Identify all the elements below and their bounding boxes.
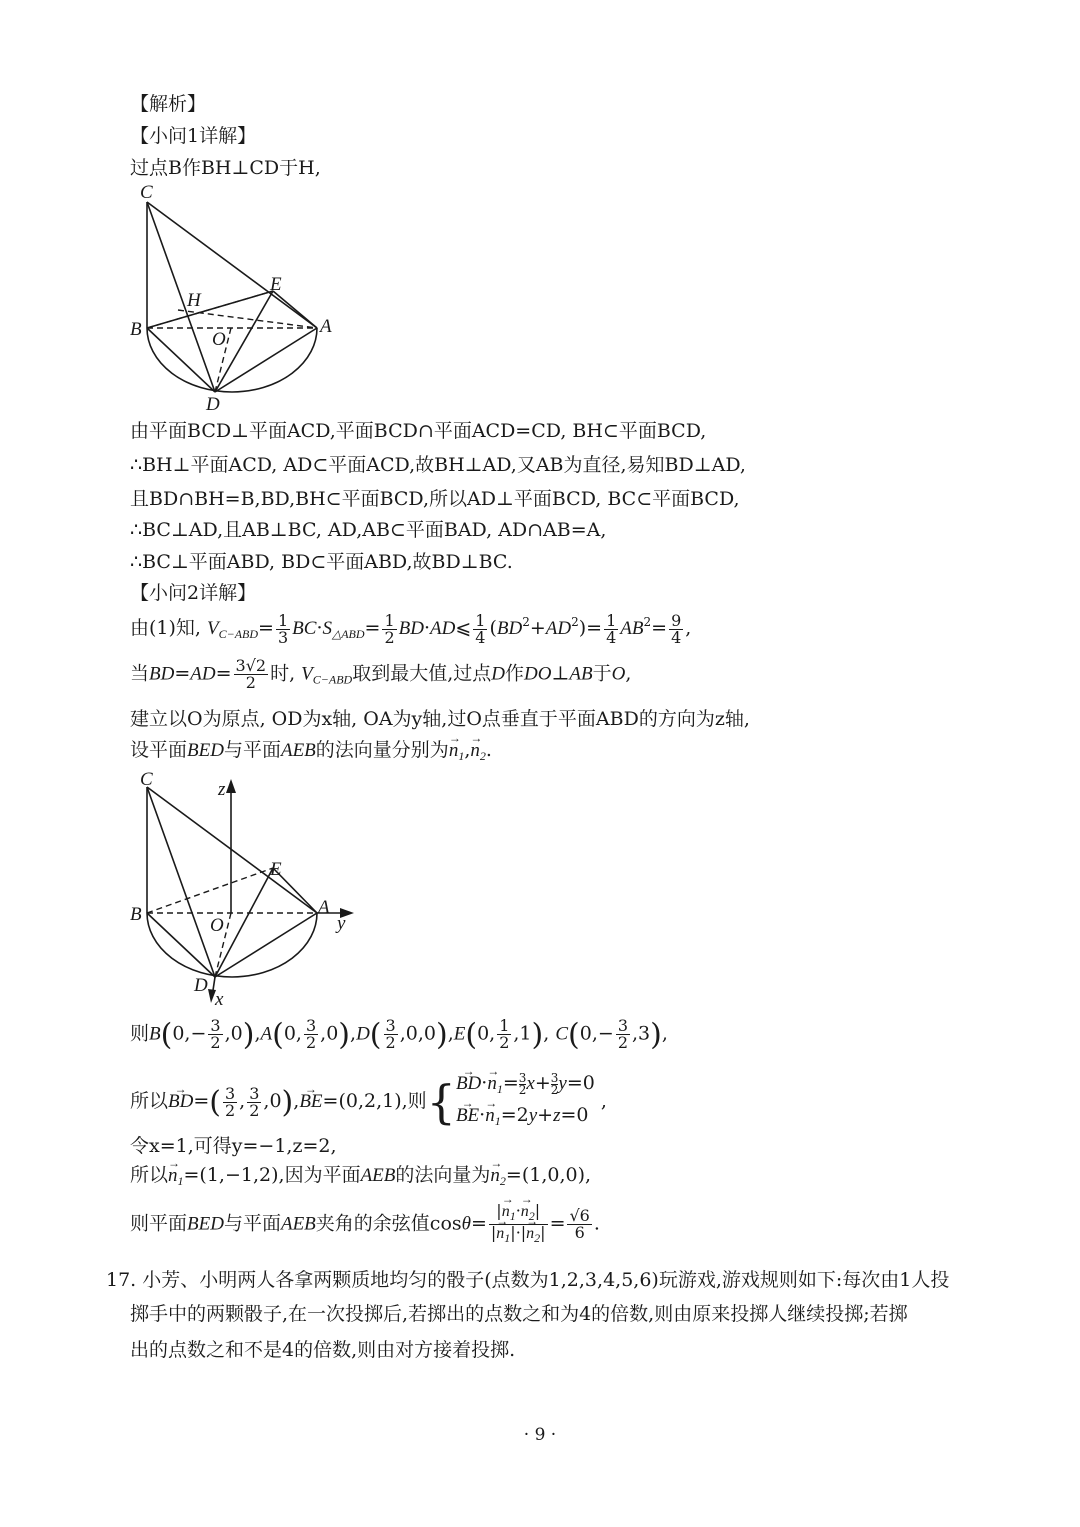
- part2-point-coordinates: 则B(0,− $\frac{3}{2}$ ,0),A(0, $\frac{3}{2}$ ,0),D( $\frac{3}{2}$ ,0,0),E(0, $\frac{1}{2}$ ,1), C(0,− $\frac{3}{2}$ ,3),: [130, 1016, 668, 1053]
- fig2-label-d: D: [194, 975, 208, 996]
- figure-2-coordinate-system: [120, 765, 370, 1010]
- part1-line-2: ∴BH⊥平面ACD, AD⊂平面ACD,故BH⊥AD,又AB为直径,易知BD⊥AD,: [130, 454, 746, 476]
- fig2-label-o: O: [210, 915, 224, 936]
- fig1-label-c: C: [140, 182, 153, 203]
- part1-heading: 【小问1详解】: [130, 125, 257, 147]
- problem-17-number: 17.: [106, 1269, 137, 1291]
- fig2-label-e: E: [270, 859, 282, 880]
- part1-intro: 过点B作BH⊥CD于H,: [130, 157, 321, 179]
- part2-heading: 【小问2详解】: [130, 582, 257, 604]
- fig1-label-o: O: [212, 329, 226, 350]
- analysis-heading: 【解析】: [130, 93, 207, 115]
- part2-volume-formula: 由(1)知, $V_{C-ABD}=$ $\frac{1}{3}$ $BC\cdot S_{\triangle ABD}=$ $\frac{1}{2}$ BD·AD⩽ $\frac{1}{4}$ $(BD^2+AD^2)=$ $\frac{1}{4}$ $AB^2=$ $\frac{9}{4}$ ,: [130, 610, 692, 647]
- problem-17-line-1: 17. 小芳、小明两人各拿两颗质地均匀的骰子(点数为1,2,3,4,5,6)玩游戏,游戏规则如下:每次由1人投: [106, 1269, 950, 1291]
- part1-line-1: 由平面BCD⊥平面ACD,平面BCD∩平面ACD=CD, BH⊂平面BCD,: [130, 420, 707, 442]
- fig2-label-b: B: [130, 904, 142, 925]
- fig2-label-a: A: [318, 897, 330, 918]
- fig1-label-b: B: [130, 319, 142, 340]
- figure-1-tetrahedron: [120, 180, 360, 415]
- fig1-label-e: E: [270, 274, 282, 295]
- part1-line-4: ∴BC⊥AD,且AB⊥BC, AD,AB⊂平面BAD, AD∩AB=A,: [130, 519, 607, 541]
- part2-normal-results: 所以→ $n_1=(1,-1,2)$,因为平面AEB的法向量为→ $n_2=(1,0,0)$,: [130, 1163, 591, 1193]
- part2-vector-system: 所以→ BD=( $\frac{3}{2}$ , $\frac{3}{2}$ ,0),→ BE=(0,2,1),则{ → $BD\cdot\to n_1=$ $\frac{3}{2}x+$ $\frac{3}{2}y=0$ → $BE\cdot\to n_1=2y+z=0$ ,: [130, 1070, 607, 1134]
- fig1-label-a: A: [320, 316, 332, 337]
- fig2-label-y: y: [337, 913, 346, 934]
- part2-max-condition: 当BD=AD= $\frac{3√2}{2}$ 时, $V_{C-ABD}$取到最大值,过点D作DO⊥AB于O,: [130, 656, 632, 692]
- page-number: · 9 ·: [523, 1425, 557, 1445]
- part2-coordinate-setup: 建立以O为原点, OD为x轴, OA为y轴,过O点垂直于平面ABD的方向为z轴,: [130, 708, 750, 730]
- part1-line-3: 且BD∩BH=B,BD,BH⊂平面BCD,所以AD⊥平面BCD, BC⊂平面BCD,: [130, 488, 740, 510]
- fig1-label-h: H: [187, 290, 201, 311]
- part2-solve-n1: 令x=1,可得y=−1,z=2,: [130, 1135, 337, 1157]
- part2-normal-vectors: 设平面BED与平面AEB的法向量分别为→ $n_1,\to n_2$.: [130, 738, 492, 768]
- fig1-label-d: D: [206, 394, 220, 415]
- fig2-label-x: x: [215, 989, 224, 1010]
- problem-17-line-2: 掷手中的两颗骰子,在一次投掷后,若掷出的点数之和为4的倍数,则由原来投掷人继续投掷;若掷: [130, 1303, 908, 1325]
- part1-line-5: ∴BC⊥平面ABD, BD⊂平面ABD,故BD⊥BC.: [130, 551, 513, 573]
- part2-cosine-result: 则平面BED与平面AEB夹角的余弦值cosθ= $\frac{|\to n_1\cdot\to n_2|}{|\to n_1|\cdot|\to n_2|}$ = $\frac{√6}{6}$ .: [130, 1203, 600, 1246]
- fig2-label-z: z: [218, 779, 226, 800]
- fig2-label-c: C: [140, 769, 153, 790]
- problem-17-line-3: 出的点数之和不是4的倍数,则由对方接着投掷.: [130, 1339, 516, 1361]
